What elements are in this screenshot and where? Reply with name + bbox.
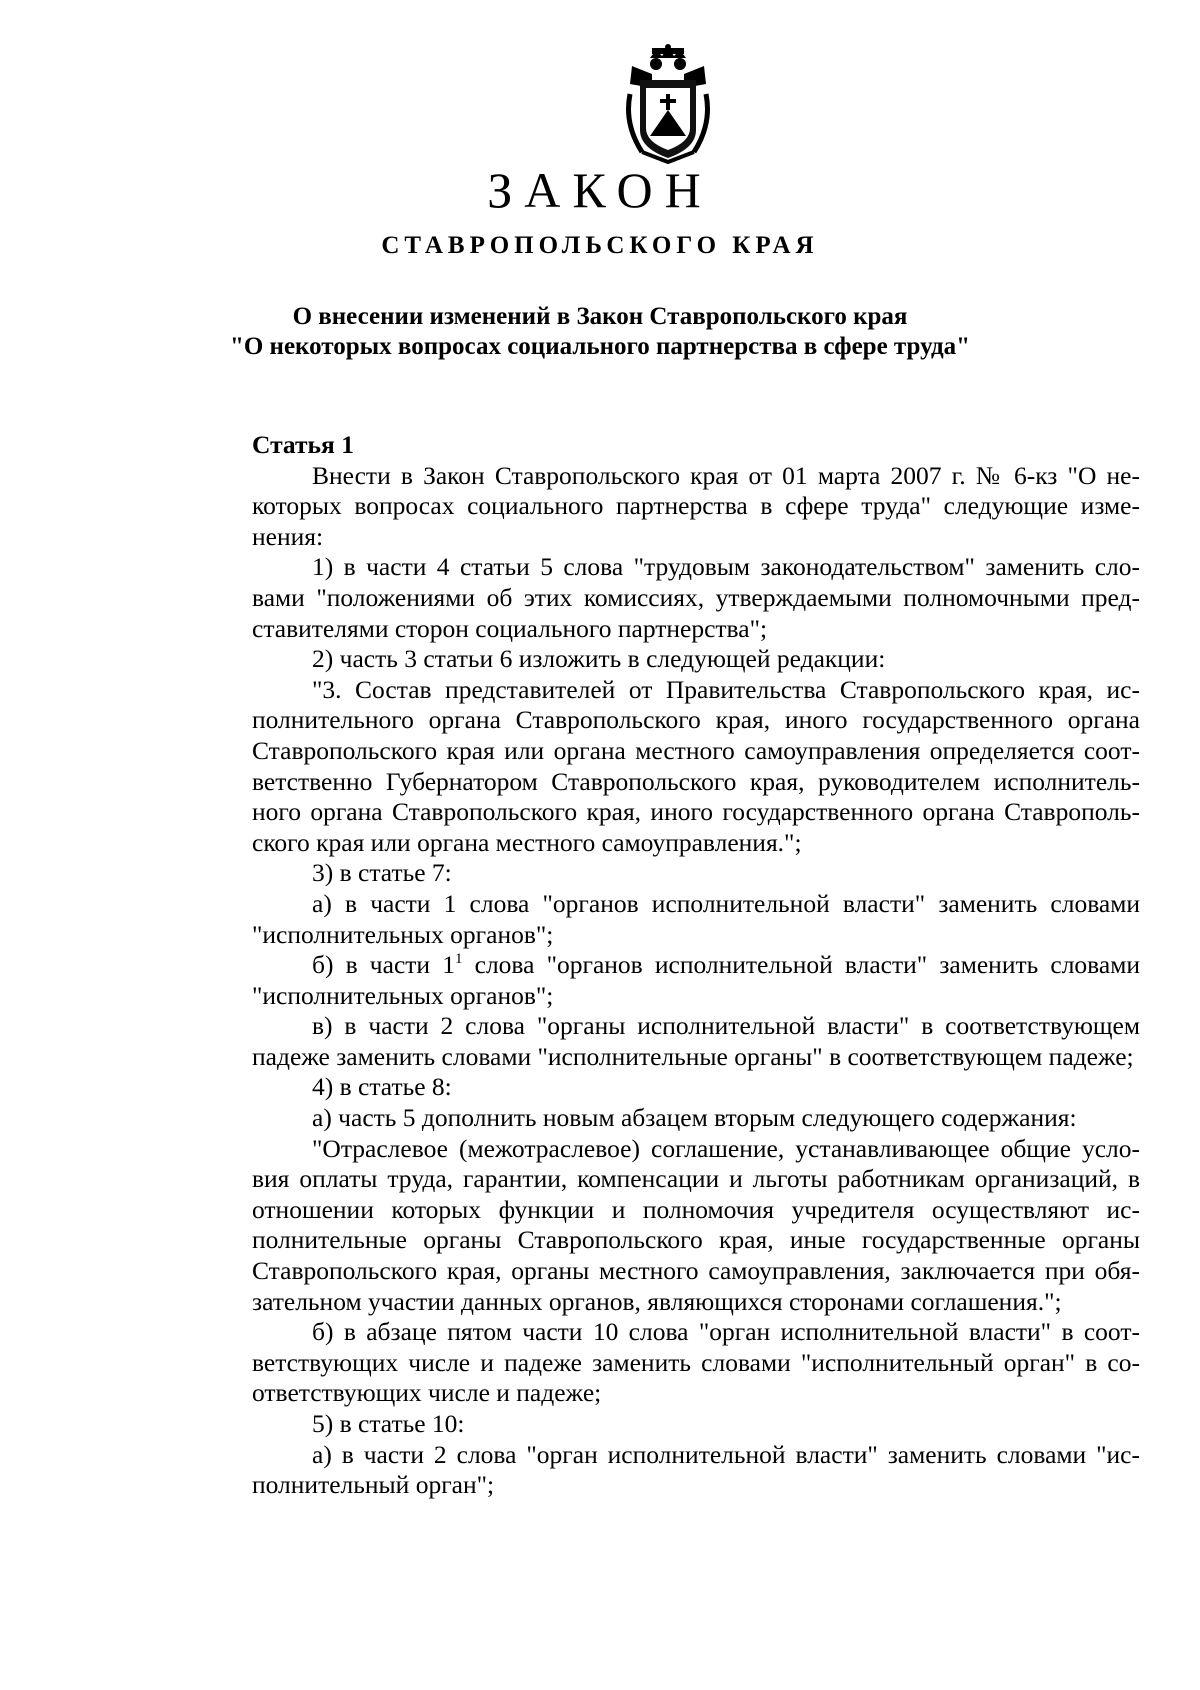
paragraph-11: б) в абзаце пятом части 10 слова "орган исполнительной власти" в соответствующих числе и падеже заменить словами "исполнительный орган" в соответствующих числе и падеже; xyxy=(252,1317,1140,1408)
paragraph-10: "Отраслевое (межотраслевое) соглашение, устанавливающее общие условия оплаты труда, гарантии, компенсации и льготы работникам организаций, в отношении которых функции и полномочия учредителя осуществляют исполнительные органы Ставропольского края, иные государственные органы Ставропольского края, органы местного самоуправления, заключается при обязательном участии данных органов, являющихся сторонами соглашения."; xyxy=(252,1133,1140,1316)
paragraph-2: 2) часть 3 статьи 6 изложить в следующей редакции: xyxy=(312,644,886,674)
paragraph-6-pre: б) в части 1 xyxy=(312,950,455,980)
article-title: Статья 1 xyxy=(252,430,354,459)
paragraph-9: а) часть 5 дополнить новым абзацем вторым следующего содержания: xyxy=(312,1103,1077,1133)
paragraph-8: 4) в статье 8: xyxy=(312,1072,452,1102)
heading-line-2: "О некоторых вопросах социального партнерства в сфере труда" xyxy=(229,333,971,360)
paragraph-12: 5) в статье 10: xyxy=(312,1409,465,1438)
paragraph-6-sup: 1 xyxy=(454,951,463,968)
paragraph-4: 3) в статье 7: xyxy=(312,858,452,888)
paragraph-3: "3. Состав представителей от Правительства Ставропольского края, исполнительного органа Ставропольского края, иного государственного органа Ставропольского края или органа местного самоуправления определяется соответственно Губернатором Ставропольского края, руководителем исполнительного органа Ставропольского края, иного государственного органа Ставропольского края или органа местного самоуправления."; xyxy=(252,674,1140,857)
article-body xyxy=(252,430,1140,1501)
law-title: ЗАКОН xyxy=(487,162,713,218)
paragraph-intro: Внести в Закон Ставропольского края от 01 марта 2007 г. № 6-кз "О некоторых вопросах социального партнерства в сфере труда" следующие изменения: xyxy=(252,460,1140,551)
paragraph-13: а) в части 2 слова "орган исполнительной власти" заменить словами "исполнительный орган"; xyxy=(252,1439,1140,1500)
paragraph-7: в) в части 2 слова "органы исполнительной власти" в соответствующем падеже заменить словами "исполнительные органы" в соответствующем падеже; xyxy=(252,1011,1140,1071)
paragraph-1: 1) в части 4 статьи 5 слова "трудовым законодательством" заменить словами "положениями об этих комиссиях, утверждаемыми полномочными представителями сторон социального партнерства"; xyxy=(252,552,1140,643)
region-title: СТАВРОПОЛЬСКОГО КРАЯ xyxy=(381,232,819,259)
heading-line-1: О внесении изменений в Закон Ставропольского края xyxy=(292,303,908,330)
coat-of-arms-emblem xyxy=(622,44,714,164)
paragraph-6-post: слова "органов исполнительной власти" заменить словами "исполнительных органов"; xyxy=(252,950,1140,1010)
paragraph-6 xyxy=(252,950,1140,1011)
paragraph-5: а) в части 1 слова "органов исполнительной власти" заменить словами "исполнительных органов"; xyxy=(252,888,1140,949)
document-heading xyxy=(0,302,1200,362)
